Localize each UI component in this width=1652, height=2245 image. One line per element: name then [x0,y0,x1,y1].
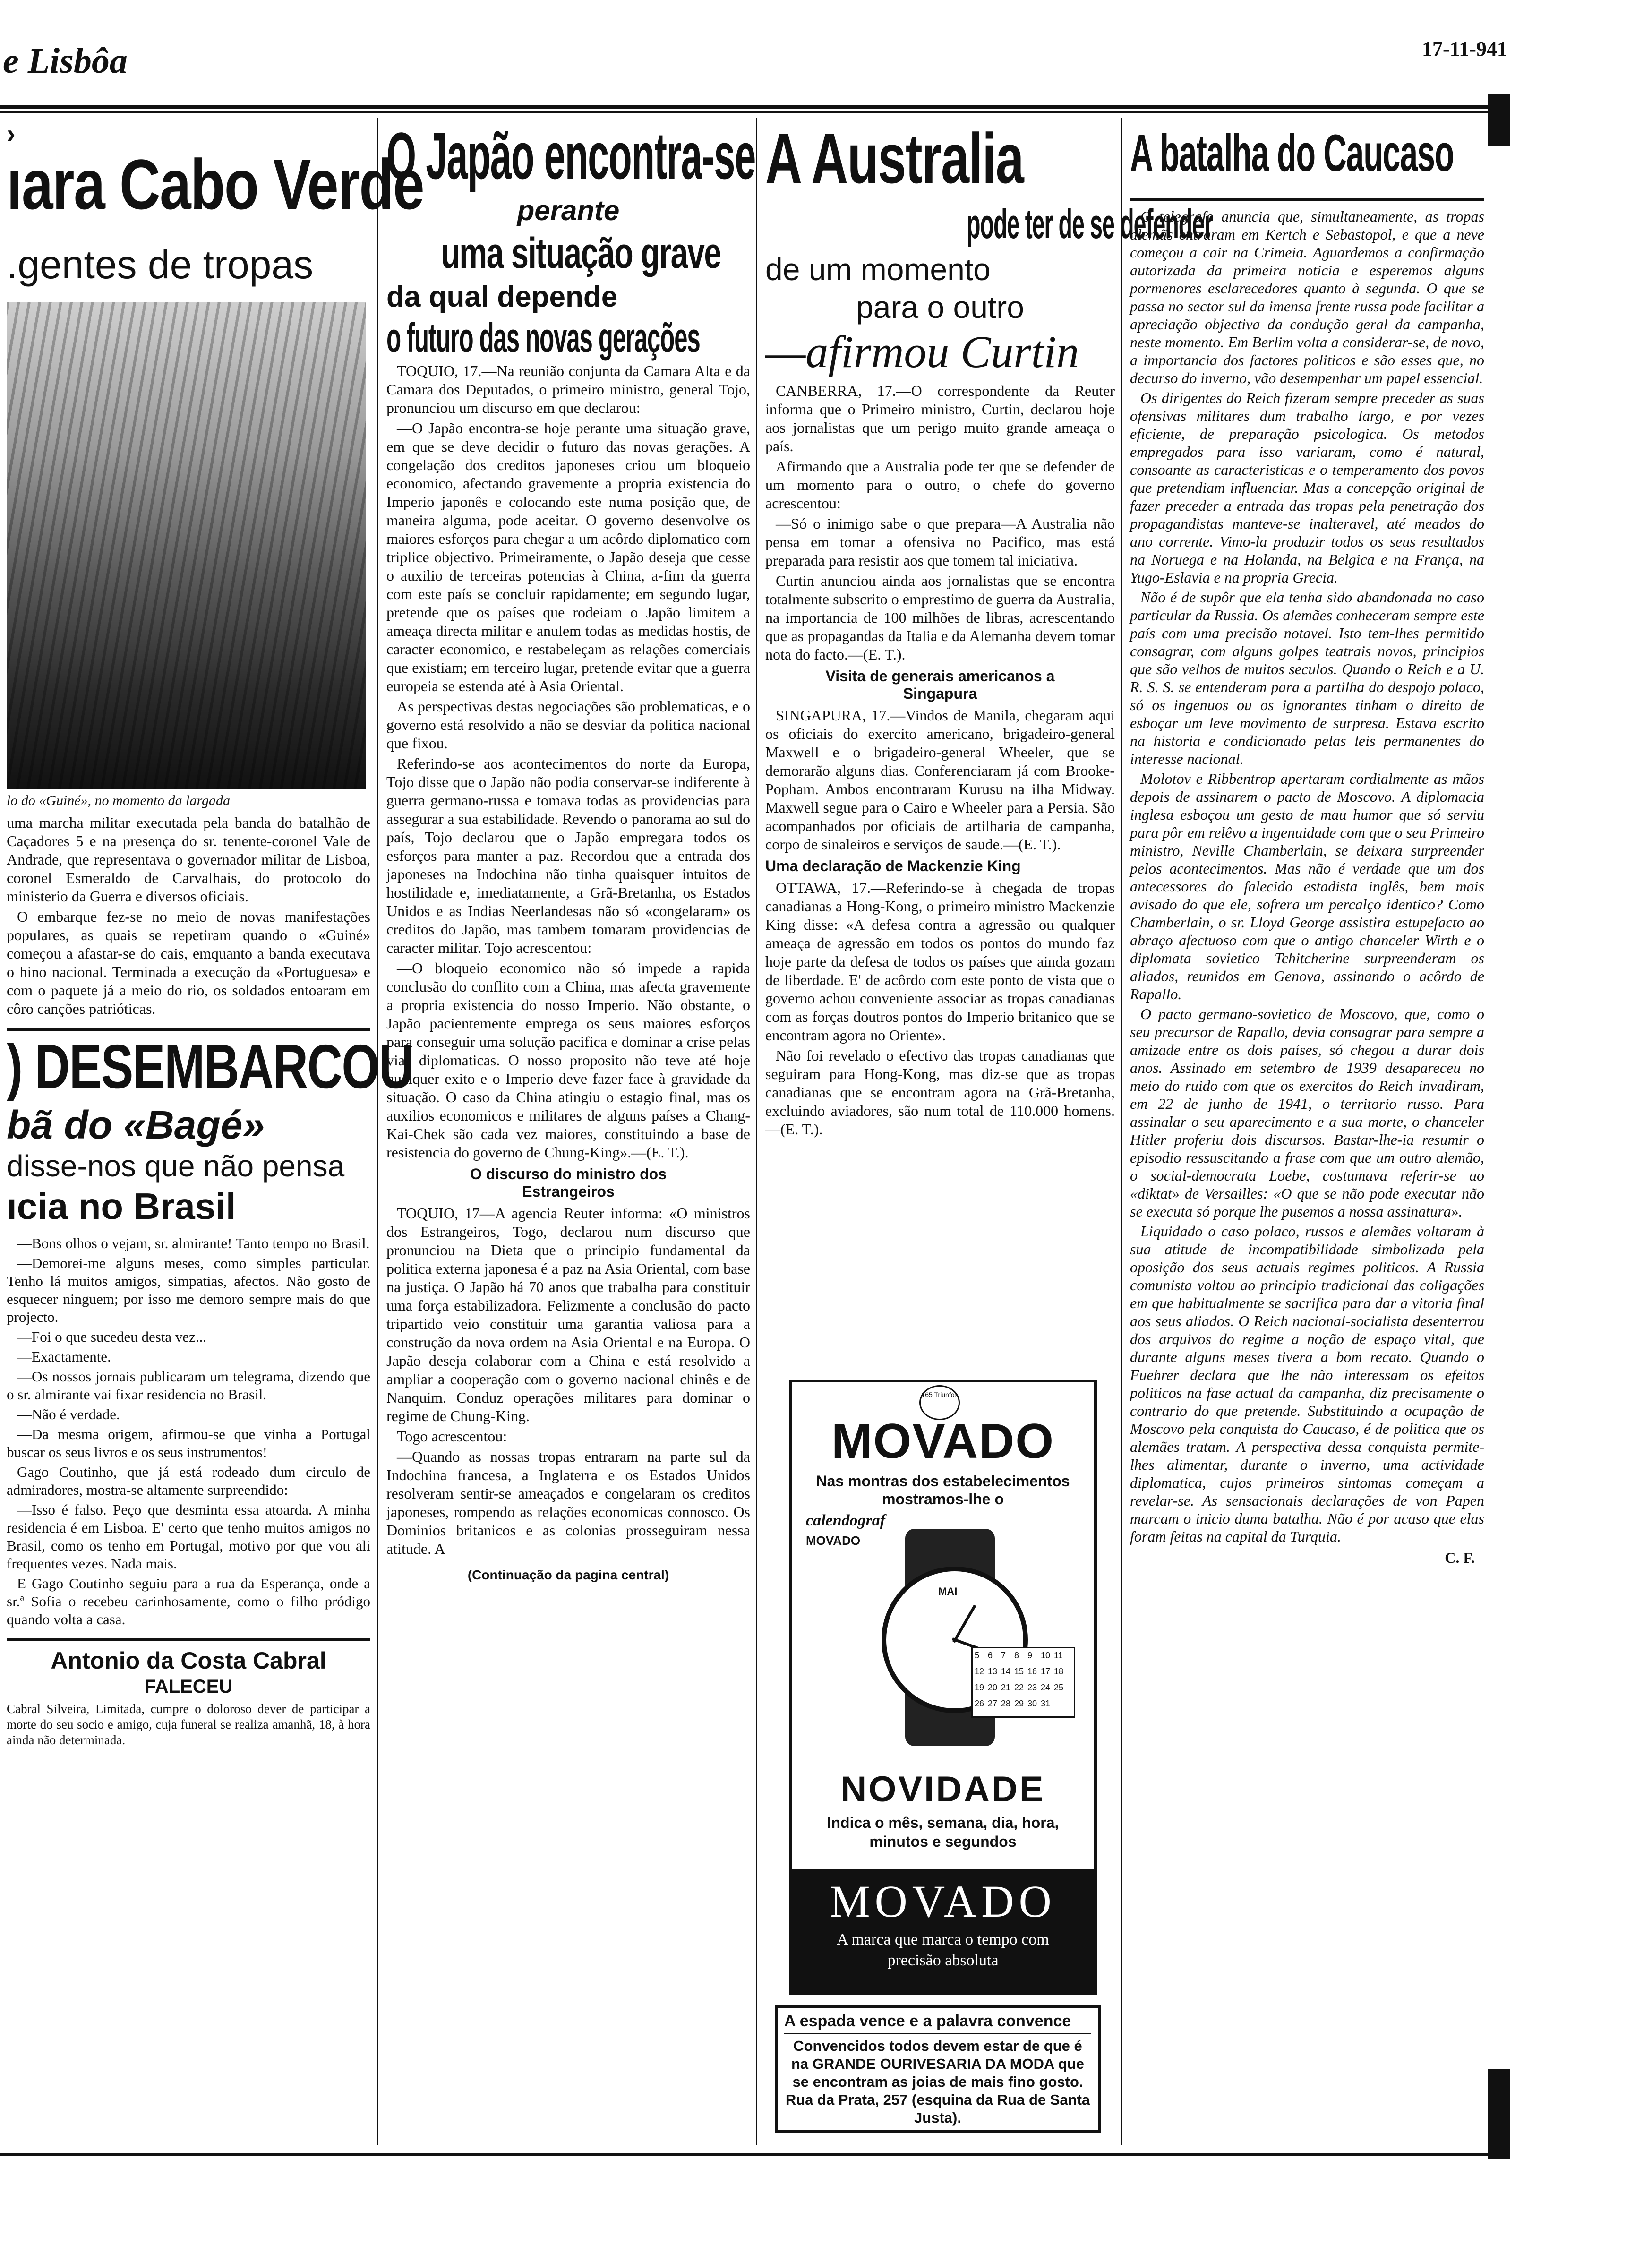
calendar-day: 22 [1014,1683,1024,1692]
ad-slogan: A marca que marca o tempo com precisão absoluta [837,1931,1049,1969]
paragraph: O embarque fez-se no meio de novas manifestações populares, as quais se repetiram quando o «Guiné» começou a afastar-se do cais, emquanto a banda executava o hino nacional. Terminada a execução da «Portuguesa» e com o paquete já a meio do rio, os soldados entoaram em côro canções patrióticas. [7,908,370,1017]
calendar-day: 23 [1027,1683,1037,1692]
col3-subhead: Visita de generais americanos a Singapura [825,668,1055,702]
paragraph: —Quando as nossas tropas entraram na parte sul da Indochina francesa, a Inglaterra e os Estados Unidos resolveram sentir-se ameaçados e congelaram os creditos japoneses, rompendo as relações economicas connosco. Os Dominios britanicos e as colonias prosseguiram nessa atitude. A [386,1448,750,1557]
calendar-day: 12 [975,1667,984,1676]
author-signature: C. F. [1445,1549,1475,1566]
col2-story-2 [386,1204,750,1558]
calendar-card [971,1647,1075,1718]
paragraph: Liquidado o caso polaco, russos e alemães voltaram à sua atitude de incompatibilidade simbolizada pela oposição dos seus actuais regimes politicos. A Russia comunista voltou ao principio tradicional das coligações em que habitualmente se sacrifica para dar a vitoria final aos seus aliados. O Reich nacional-socialista desenterrou dos arquivos do regime a noção de espaço vital, que durante alguns meses tivera a bom recato. Quando o Fuehrer declara que lhe não interessam os efeitos politicos na fase actual da campanha, diz precisamente o contrario do que pretende. Substituindo a ocupação de Moscovo pela conquista do Caucaso, é de politica que os alemães tratam. A perspectiva dessa conquista permite-lhes alimentar, durante o inverno, uma actividade diplomatica, cujos primeiros sintomas começam a revelar-se. As sensacionais declarações de von Papen marcam o inicio duma batalha. Não é por acaso que elas foram feitas na capital da Turquia. [1130,1223,1484,1545]
col3-story [765,382,1115,664]
top-rule [0,105,1493,109]
col3-subhead-2: Uma declaração de Mackenzie King [765,857,1021,874]
obituary-word: FALECEU [144,1676,233,1697]
calendar-day: 18 [1054,1667,1064,1676]
col2-footer: (Continuação da pagina central) [467,1568,669,1582]
calendar-day: 19 [975,1683,984,1692]
paragraph: Gago Coutinho, que já está rodeado dum circulo de admiradores, mostra-se altamente surpreendido: [7,1464,370,1498]
col1-subheadline: .gentes de tropas [7,242,314,287]
obituary-text: Cabral Silveira, Limitada, cumpre o doloroso dever de participar a morte do seu socio e amigo, cuja funeral se realiza amanhã, 18, à hora ainda não determinada. [7,1702,370,1747]
watch-hand [952,1605,976,1643]
calendar-day: 28 [1001,1699,1011,1708]
masthead-left: e Lisbôa [3,41,128,81]
masthead-date: 17-11-941 [1422,37,1507,60]
paragraph: O telegrafo anuncia que, simultaneamente, as tropas alemãs entraram em Kertch e Sebastopol, e que a neve começou a cair na Crimeia. Aguardemos a confirmação autorizada da primeira noticia e esperemos alguns pormenores esclarecedores quanto à segunda. O que se passa no sector sul da imensa frente russa pode facilitar a apreciação objectiva da condução geral da campanha, neste momento. Em Berlim volta a considerar-se, de novo, a importancia dos factores politicos e são esses que, no decurso do inverno, vão desempenhar um papel essencial. [1130,208,1484,386]
ad-line: Nas montras dos estabelecimentos mostramos-lhe o [816,1473,1070,1508]
col4-headline: A batalha do Caucaso [1130,124,1454,182]
paragraph: —Foi o que sucedeu desta vez... [17,1328,207,1345]
paragraph: —Exactamente. [17,1348,111,1365]
col2-headline-2: perante [517,195,620,226]
paragraph: As perspectivas destas negociações são problematicas, e o governo está resolvido a não se desviar da politica nacional que fixou. [386,698,750,752]
col4-story [1130,207,1484,1545]
paragraph: Não é de supôr que ela tenha sido abandonada no caso particular da Russia. Os alemães conheceram sempre este país com uma precisão notavel. Isto tem-lhes permitido consagrar, com alguns golpes teatrais novos, principios que são velhos de muitos seculos. Quando o Reich e a U. R. S. S. se entenderam para a partilha do despojo polaco, só os ingenuos ou os ignorantes tinham o direito de esboçar um leve movimento de surpresa. Estava escrito na historia e condicionado pelas leis permanentes do interesse nacional. [1130,589,1484,767]
calendar-day: 11 [1054,1651,1063,1660]
calendar-day: 14 [1001,1667,1011,1676]
col1-sub-2: bã do «Bagé» [7,1103,265,1147]
edge-bar-top [1488,94,1510,146]
edge-bar-bottom [1488,2069,1510,2159]
calendar-day: 24 [1041,1683,1051,1692]
paragraph: —Da mesma origem, afirmou-se que vinha a Portugal buscar os seus livros e os seus instrumentos! [7,1426,370,1460]
col1-headline-2: ) DESEMBARCOU [7,1032,413,1101]
calendar-day: 30 [1027,1699,1037,1708]
calendar-day: 25 [1054,1683,1064,1692]
paragraph: CANBERRA, 17.—O correspondente da Reuter informa que o Primeiro ministro, Curtin, declarou hoje aos jornalistas que um perigo muito grande ameaça o país. [765,382,1115,454]
paragraph: O pacto germano-sovietico de Moscovo, que, como o seu precursor de Rapallo, devia consagrar para sempre a amizade entre os dois países, só chegou a durar dois anos. Assinado em setembro de 1939 desapareceu no meio do ruido com que os exercitos do Reich invadiram, em 22 de junho de 1941, o territorio russo. Para assinalar o seu aparecimento e a sua morte, o chanceler Hitler proferiu dois discursos. Bastar-lhe-ia resumir o episodio ressuscitando a frase com que um outro alemão, o social-democrata Loebe, costumava referir-se ao «diktat» de Versailles: «O que se não pode executar não se executa só porque lhe pusemos a nossa assinatura». [1130,1005,1484,1220]
calendar-day: 16 [1027,1667,1037,1676]
badge: 165 Triunfos [919,1385,960,1420]
bottom-rule [0,2153,1493,2156]
paragraph: TOQUIO, 17.—Na reunião conjunta da Camara Alta e da Camara dos Deputados, o primeiro ministro, general Tojo, pronunciou um discurso em que declarou: [386,362,750,416]
calendar-day: 15 [1014,1667,1024,1676]
paragraph: E Gago Coutinho seguiu para a rua da Esperança, onde a sr.ª Sofia o recebeu carinhosamente, como o filho pródigo quando volta a casa. [7,1575,370,1628]
ad-brand-small: MOVADO [806,1534,861,1548]
col1-sub-3: disse-nos que não pensa [7,1149,345,1183]
paragraph: —Bons olhos o vejam, sr. almirante! Tanto tempo no Brasil. [17,1235,370,1251]
paragraph: Não foi revelado o efectivo das tropas canadianas que seguiram para Hong-Kong, mas diz-se que as tropas canadianas que se encontram agora na Grã-Bretanha, excluindo aviadores, são num total de 110.000 homens.—(E. T.). [765,1047,1115,1138]
jewelry-ad [775,2005,1101,2133]
col1-story-2 [7,1234,370,1628]
col1-marker: › [7,119,16,148]
col2-headline-5: o futuro das novas gerações [386,314,700,361]
jewelry-ad-text: Convencidos todos devem estar de que é na GRANDE OURIVESARIA DA MODA que se encontram as joias de mais fino gosto. Rua da Prata, 257 (esquina da Rua de Santa Justa). [785,2038,1090,2126]
paragraph: —Não é verdade. [17,1406,120,1422]
col2-headline-3: uma situação grave [441,229,721,277]
col1-story [7,814,370,1018]
ad-band [792,1869,1094,1992]
col1 [7,118,424,2145]
col3-headline-4: para o outro [856,290,1024,325]
calendar-day: 13 [988,1667,998,1676]
paragraph: —Só o inimigo sabe o que prepara—A Australia não pensa em tomar a ofensiva no Pacifico, mas está preparada para resistir aos que tomem tal iniciativa. [765,515,1115,569]
col3 [765,118,1213,2145]
calendar-day: 6 [988,1651,993,1660]
obituary-name: Antonio da Costa Cabral [51,1647,326,1674]
col2-subhead: O discurso do ministro dos Estrangeiros [470,1165,667,1200]
col2-headline: O Japão encontra-se [386,119,756,193]
paragraph: —Isso é falso. Peço que desminta essa atoarda. A minha residencia é em Lisboa. E' certo que tenho muitos amigos no Brasil, como os tenho em Portugal, motivo por que vou ali frequentes vezes. Nada mais. [7,1501,370,1572]
ad-line: calendograf [806,1512,886,1529]
paragraph: —Demorei-me alguns meses, como simples particular. Tenho lá muitos amigos, simpatias, afectos. Não gosto de esquecer ninguem; por isso me demoro sempre mais do que projecto. [7,1255,370,1325]
jewelry-ad-title: A espada vence e a palavra convence [784,2011,1091,2034]
top-rule-thin [0,111,1493,113]
col3-headline-2: pode ter de se defender [967,200,1213,247]
calendar-day: 7 [1001,1651,1006,1660]
calendar-day: 29 [1014,1699,1024,1708]
paragraph: Afirmando que a Australia pode ter que se defender de um momento para o outro, o chefe do governo acrescentou: [765,458,1115,512]
col3-headline-5: —afirmou Curtin [765,326,1079,377]
paragraph: Os dirigentes do Reich fizeram sempre preceder as suas ofensivas militares dum trabalho largo, e por vezes eficiente, de preparação psicologica. Os metodos empregados para isso variaram, como é natural, consoante as caracteristicas e o temperamento dos povos que pretendiam influenciar. Mas a concepção original de fazer preceder a entrada das tropas pela penetração dos propagandistas manteve-se inalteravel, até meados do ano corrente. Vimo-la produzir todos os seus resultados na Noruega e na Holanda, na Belgica e na França, na Yugo-Eslavia e na propria Grecia. [1130,389,1484,586]
col3-headline: A Australia [765,119,1024,198]
column-divider [1121,118,1122,2145]
calendar-day: 17 [1041,1667,1051,1676]
calendar-day: 31 [1041,1699,1051,1708]
paragraph: OTTAWA, 17.—Referindo-se à chegada de tropas canadianas a Hong-Kong, o primeiro ministro Mackenzie King disse: «A defesa contra a agressão ou qualquer ameaça de agressão em todos os pontos do mundo faz hoje parte da defesa de todos os países que ainda gozam de liberdade. E' de acôrdo com este ponto de vista que o governo achou conveniente associar as tropas canadianas com as forças doutros pontos do Imperio britanico que se encontram agora no Oriente». [765,879,1115,1044]
paragraph: uma marcha militar executada pela banda do batalhão de Caçadores 5 e na presença do sr. tenente-coronel Vale de Andrade, que representava o governador militar de Lisboa, coronel Esmeraldo de Carvalhais, do protocolo do ministerio da Guerra e diversos oficiais. [7,814,370,905]
paragraph: Referindo-se aos acontecimentos do norte da Europa, Tojo disse que o Japão não podia conservar-se indiferente à guerra germano-russa e tomava todas as providencias para assegurar a sua estabilidade. Revendo o panorama ao sul do país, Tojo declarou que o Japão empregara todos os esforços para manter a paz. Recordou que a entrada dos japoneses na Indochina não tinha quaisquer intuitos de hostilidade e, imediatamente, a Grã-Bretanha, os Estados Unidos e as Indias Neerlandesas não só «congelaram» os creditos do Japão, mas tambem tomaram providencias de caracter militar. Tojo acrescentou: [386,755,750,956]
col3-headline-3: de um momento [765,252,991,287]
ad-line: Indica o mês, semana, dia, hora, minutos e segundos [827,1814,1059,1850]
photo-caption: lo do «Guiné», no momento da largada [7,793,231,808]
ad-brand-band: MOVADO [830,1876,1056,1927]
paragraph: —Os nossos jornais publicaram um telegrama, dizendo que o sr. almirante vai fixar residencia no Brasil. [7,1368,370,1403]
ad-novidade: NOVIDADE [840,1769,1045,1809]
calendar-day: 5 [975,1651,980,1660]
col3-story-3 [765,879,1115,1139]
ship-photo [7,302,366,789]
calendar-day: 20 [988,1683,998,1692]
column-divider [377,118,378,2145]
col2 [386,118,756,2145]
calendar-day: 9 [1027,1651,1033,1660]
ad-brand: MOVADO [831,1414,1055,1469]
movado-ad [789,1380,1097,1995]
paragraph: —O Japão encontra-se hoje perante uma situação grave, em que se deve decidir o futuro das novas gerações. A congelação dos creditos japoneses criou um bloqueio economico, afectando gravemente a propria existencia do Imperio japonês e colocando este numa posição que, de maneira alguma, pode aceitar. O governo desenvolve os maiores esforços para chegar a um acôrdo diplomatico com triplice objectivo. Primeiramente, o Japão deseja que cesse o auxilio de terceiras potencias à China, a-fim da guerra com este país se concluir rapidamente; em segundo lugar, pretende que os países que rodeiam o Japão limitem a ameaça directa militar e anulem todas as medidas hostis, de caracter economico, e restabeleçam as relações comerciais que existiam; em terceiro lugar, pretende evitar que a guerra europeia se estenda até à Asia Oriental. [386,420,750,694]
calendar-day: 8 [1014,1651,1019,1660]
col1-sub-4: ıcia no Brasil [7,1185,236,1227]
col3-story-2 [765,706,1115,854]
col2-headline-4: da qual depende [386,281,618,313]
column-divider [756,118,757,2145]
col2-story [386,362,750,1162]
paragraph: —O bloqueio economico não só impede a rapida conclusão do conflito com a China, mas afecta gravemente a propria existencia do nosso Imperio. Não obstante, o Japão pacientemente emprega os seus maiores esforços para conseguir uma solução pacifica e dominar a crise pelas vias diplomaticas. O nosso proposito não teve até hoje qualquer exito e o Imperio deve fazer face à gravidade da situação. O caso da China atingiu o estagio final, mas os auxilios economicos e militares de alguns países a Chang-Kai-Chek são cada vez maiores, constituindo a base de resistencia do governo de Chung-King».—(E. T.). [386,960,750,1161]
paragraph: Molotov e Ribbentrop apertaram cordialmente as mãos depois de assinarem o pacto de Moscovo. A diplomacia inglesa esboçou um gesto de mau humor que só serviu para pôr em relêvo a ingenuidade com que o seu Primeiro ministro, Neville Chamberlain, se deixara surpreender pelos acontecimentos. Mas não é verdade que um dos antecessores do falecido estadista inglês, bem mais avisado do que ele, sofrera um percalço identico? Como Chamberlain, o sr. Lloyd George assistira estupefacto ao abraço afectuoso com que o antigo chanceler Wirth e o diplomata sovietico Tchitcherine surpreenderam os aliados, reunidos em Genova, assinando o acôrdo de Rapallo. [1130,770,1484,1003]
calendar-day: 10 [1041,1651,1051,1660]
watch-month: MAI [938,1585,958,1597]
calendar-day: 27 [988,1699,998,1708]
calendar-day: 26 [975,1699,984,1708]
calendar-day: 21 [1001,1683,1011,1692]
paragraph: Togo acrescentou: [397,1428,507,1445]
col4 [1130,118,1484,2145]
col1-headline: ıara Cabo Verde [7,145,424,224]
paragraph: Curtin anunciou ainda aos jornalistas que se encontra totalmente subscrito o emprestimo de guerra da Australia, na importancia de 100 milhões de libras, acrescentando que as propagandas da Italia e da Alemanha devem tomar nota do facto.—(E. T.). [765,572,1115,663]
paragraph: SINGAPURA, 17.—Vindos de Manila, chegaram aqui os oficiais do exercito americano, brigadeiro-general Maxwell e o brigadeiro-general Wheeler, que se demorarão alguns dias. Conferenciaram já com Brooke-Popham. Ambos encontraram Kurusu na ilha Midway. Maxwell segue para o Cairo e Wheeler para a Persia. São acompanhados por oficiais de artilharia de campanha, corpo de sinaleiros e serviços de saude.—(E. T.). [765,707,1115,853]
paragraph: TOQUIO, 17—A agencia Reuter informa: «O ministros dos Estrangeiros, Togo, declarou num discurso que pronunciou na Dieta que o principio fundamental da politica externa japonesa é a paz na Asia Oriental, com base na justiça. O Japão há 70 anos que trabalha para constituir uma força estabilizadora. Felizmente a conclusão do pacto tripartido veio constituir uma garantia valiosa para a construção da nova ordem na Asia Oriental e na Europa. O Japão deseja colaborar com a China e está resolvido a ampliar a cooperação com o governo nacional chinês e de Nanquim. Conduz operações militares para dominar o regime de Chung-King. [386,1205,750,1424]
